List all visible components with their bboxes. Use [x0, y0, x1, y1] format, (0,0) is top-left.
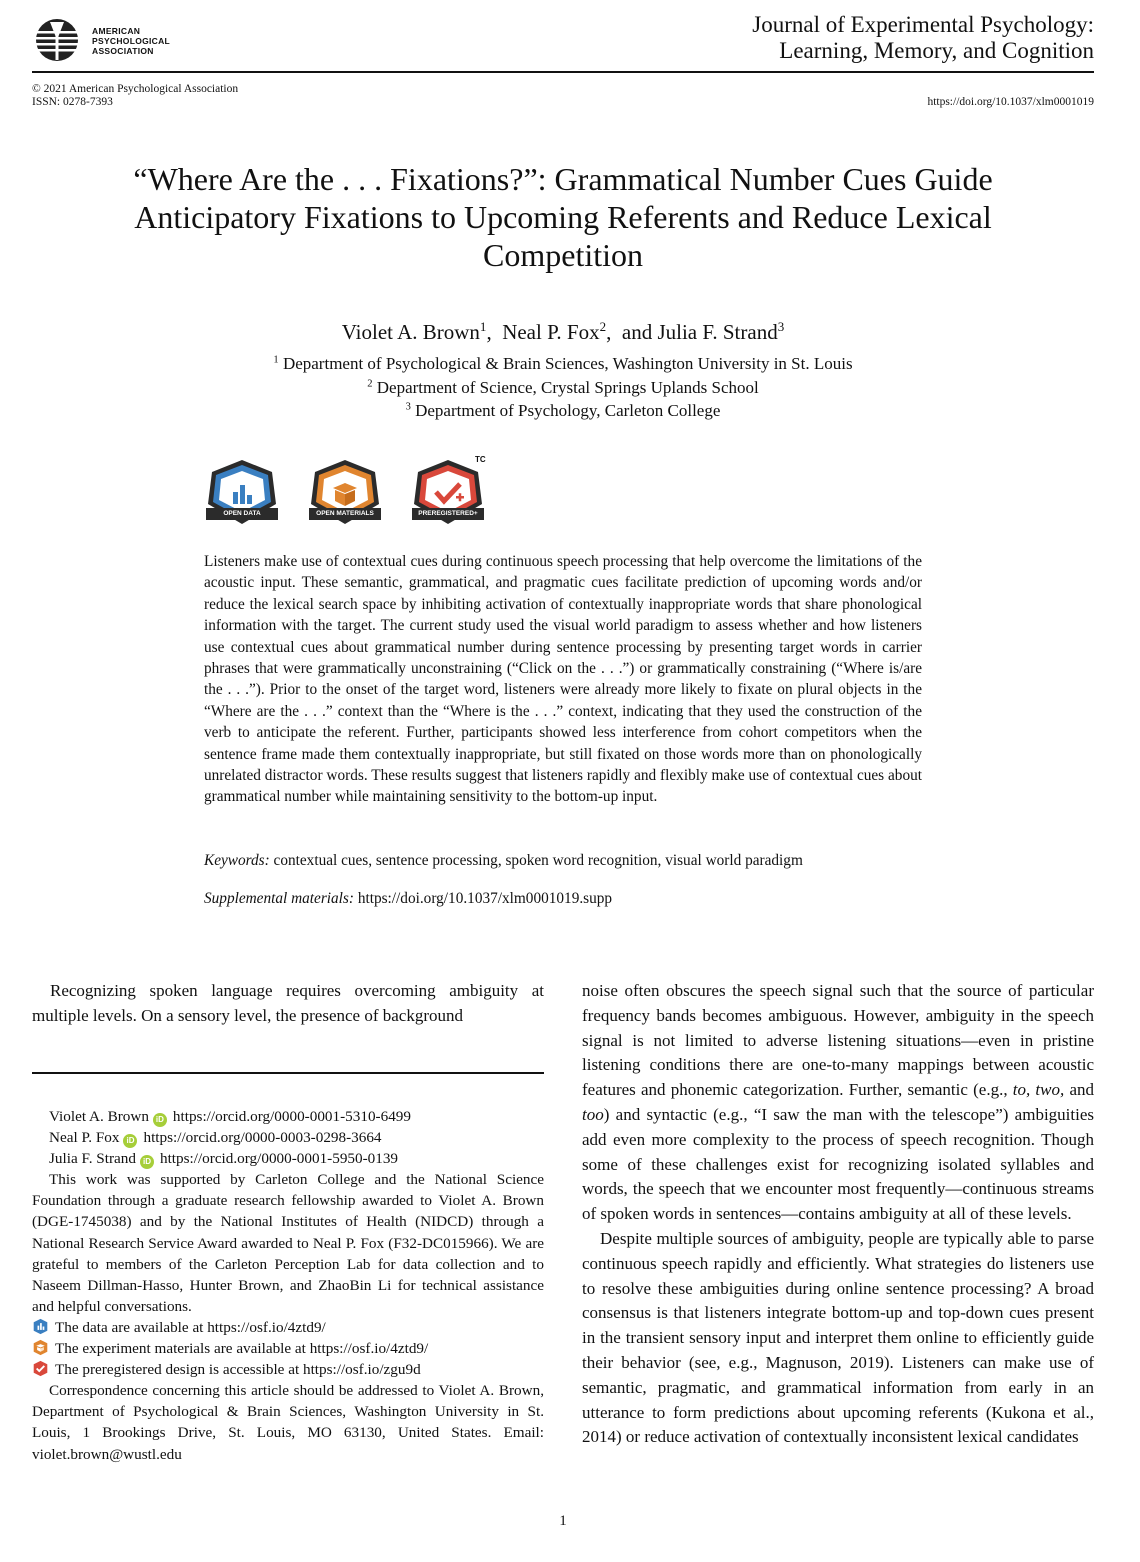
keywords	[204, 852, 922, 870]
author-sup: 2	[599, 319, 607, 334]
doi-link[interactable]: https://doi.org/10.1037/xlm0001019	[927, 96, 1094, 108]
orcid-author: Neal P. Fox	[49, 1129, 120, 1147]
author-note	[32, 1106, 544, 1465]
open-materials-mini-icon	[32, 1339, 49, 1356]
open-data-badge[interactable]	[206, 458, 278, 528]
journal-line-2: Learning, Memory, and Cognition	[779, 38, 1094, 63]
data-link[interactable]: https://osf.io/4ztd9/	[207, 1318, 326, 1336]
right-column	[582, 979, 1094, 1450]
affiliation: $^2$ Department of Science, Crystal Springs Uplands School	[367, 377, 759, 397]
supplemental-materials	[204, 890, 922, 908]
open-materials-badge[interactable]	[309, 458, 381, 528]
title-line-3: Competition	[483, 237, 643, 273]
correspondence-note: Correspondence concerning this article should be addressed to Violet A. Brown, Department of Psychological & Brain Sciences, Washington University in St. Louis, 1 Brookings Drive, St. Louis, MO 63130, United States. Email: violet.brown@wustl.edu	[32, 1382, 544, 1463]
orcid-entry	[32, 1106, 544, 1127]
funding-note: This work was supported by Carleton College and the National Science Foundation through a graduate research fellowship awarded to Violet A. Brown (DGE-1745038) and by the National Institutes of Health (NIDCD) through a National Research Service Award awarded to Neal P. Fox (F32-DC015966). We are grateful to members of the Carleton Perception Lab for data collection and to Naseem Dillman-Hasso, Hunter Brown, and ZhaoBin Li for technical assistance and helpful conversations.	[32, 1171, 544, 1315]
copyright-block	[32, 83, 238, 109]
orcid-link[interactable]: https://orcid.org/0000-0001-5310-6499	[172, 1108, 411, 1125]
orcid-entry	[32, 1127, 544, 1148]
affiliation: $^1$ Department of Psychological & Brain Sciences, Washington University in St. Louis	[273, 354, 853, 373]
apa-logo	[32, 18, 182, 62]
citation-link[interactable]: Magnuson, 2019	[765, 1352, 884, 1372]
title-line-1: “Where Are the . . . Fixations?”: Grammatical Number Cues Guide	[133, 161, 993, 197]
materials-availability: The experiment materials are available at https://osf.io/4ztd9/	[32, 1338, 544, 1359]
preregistered-badge[interactable]	[412, 458, 484, 528]
affiliation-list	[0, 352, 1126, 423]
preregistered-label: PREREGISTERED+	[418, 510, 478, 517]
orcid-author: Violet A. Brown	[49, 1108, 149, 1125]
apa-emblem-icon	[32, 18, 86, 62]
abstract-text: Listeners make use of contextual cues during continuous speech processing that help overcome the limitations of the acoustic input. These semantic, grammatical, and pragmatic cues facilitate prediction of upcoming words and/or reduce the lexical search space by inhibiting activation of contextually inappropriate words that share phonological information with the target. The current study used the visual world paradigm to assess whether and how listeners use contextual cues about grammatical number during sentence processing by presenting target words in carrier phrases that were grammatically unconstraining (“Click on the . . .”) or grammatically constraining (“Where is/are the . . .”). Prior to the onset of the target word, listeners were already more likely to fixate on plural objects in the “Where are the . . .” context than the “Where is the . . .” context, indicating that they used the construction of the verb to anticipate the referent. Further, participants showed less interference from cohort competitors when the sentence frame made them contextually inappropriate, but still fixated on those words more than on phonologically unrelated distractor words. These results suggest that listeners rapidly and flexibly make use of contextual cues about grammatical number while maintaining sensitivity to the bottom-up input.	[204, 553, 922, 806]
affiliation: $^3$ Department of Psychology, Carleton College	[405, 401, 721, 420]
supplemental-link[interactable]: https://doi.org/10.1037/xlm0001019.supp	[357, 890, 613, 907]
author-sup: 3	[777, 319, 785, 334]
page-number: 1	[559, 1513, 567, 1529]
open-materials-label: OPEN MATERIALS	[316, 510, 374, 517]
citation-link[interactable]: Kukona et al., 2014	[582, 1402, 1094, 1447]
prereg-link[interactable]: https://osf.io/zgu9d	[302, 1361, 421, 1379]
article-title	[60, 160, 1066, 274]
keywords-text: contextual cues, sentence processing, spoken word recognition, visual world paradigm	[273, 852, 803, 869]
logo-line-1: AMERICAN	[92, 26, 141, 36]
abstract	[204, 551, 922, 808]
issn-text: ISSN: 0278-7393	[32, 96, 113, 108]
footnote-rule	[32, 1072, 544, 1074]
header-rule	[32, 71, 1094, 73]
body-paragraph: Despite multiple sources of ambiguity, people are typically able to parse continuous speech rapidly and efficiently. What strategies do listeners use to resolve these ambiguities during online sentence processing? A broad consensus is that listeners integrate bottom-up and top-down cues present in the transient sensory input and interpret them online to efficiently guide their behavior (see, e.g., Magnuson, 2019). Listeners can make use of semantic, pragmatic, and grammatical information from early in an utterance to form predictions about upcoming referents (Kukona et al., 2014) or reduce activation of contextually inconsistent lexical candidates	[582, 1228, 1095, 1447]
author-sup: 1	[479, 319, 487, 334]
orcid-link[interactable]: https://orcid.org/0000-0003-0298-3664	[143, 1129, 382, 1147]
data-availability: The data are available at https://osf.io/4ztd9/	[32, 1317, 544, 1338]
body-paragraph: noise often obscures the speech signal such that the source of particular frequency bands becomes ambiguous. However, ambiguity in the speech signal is not limited to adverse listening situations—even in pristine listening conditions there are one-to-many mappings between acoustic features and phonemic categorization. Further, semantic (e.g., to, two, and too) and syntactic (e.g., “I saw the man with the telescope”) ambiguities add even more complexity to the process of speech recognition. Though some of these challenges exist for recognizing isolated syllables and words, the speech that we encounter most frequently—continuous streams of spoken words in sentences—contains ambiguity at all of these levels.	[582, 981, 1094, 1224]
orcid-link[interactable]: https://orcid.org/0000-0001-5950-0139	[159, 1150, 399, 1168]
tc-mark: TC	[475, 455, 486, 464]
orcid-icon: iD	[153, 1113, 167, 1127]
orcid-icon: iD	[123, 1134, 137, 1148]
author-name: Violet A. Brown	[341, 320, 480, 344]
copyright-text: © 2021 American Psychological Association	[32, 83, 239, 95]
email-link[interactable]: violet.brown@wustl.edu	[32, 1445, 182, 1463]
logo-line-2: PSYCHOLOGICAL	[92, 36, 171, 46]
open-data-mini-icon	[32, 1318, 49, 1335]
orcid-entry	[32, 1148, 544, 1169]
preregistered-mini-icon	[32, 1360, 49, 1377]
journal-line-1: Journal of Experimental Psychology:	[752, 12, 1094, 37]
logo-line-3: ASSOCIATION	[92, 46, 154, 56]
title-line-2: Anticipatory Fixations to Upcoming Referents and Reduce Lexical	[134, 199, 992, 235]
prereg-availability: The preregistered design is accessible at https://osf.io/zgu9d	[32, 1359, 544, 1380]
orcid-icon: iD	[140, 1155, 154, 1169]
open-data-label: OPEN DATA	[223, 510, 261, 517]
author-name: and Julia F. Strand	[621, 320, 778, 344]
supplemental-label: Supplemental materials:	[204, 890, 354, 907]
author-name: Neal P. Fox	[502, 320, 600, 344]
author-list: Violet A. Brown$^1$, Neal P. Fox$^2$, and Julia F. Strand$^3$	[341, 319, 785, 344]
materials-link[interactable]: https://osf.io/4ztd9/	[309, 1340, 429, 1358]
journal-name	[752, 12, 1094, 64]
left-column	[32, 979, 544, 1029]
orcid-author: Julia F. Strand	[49, 1150, 136, 1168]
keywords-label: Keywords:	[204, 852, 270, 869]
intro-paragraph: Recognizing spoken language requires overcoming ambiguity at multiple levels. On a sensory level, the presence of background	[32, 981, 544, 1025]
